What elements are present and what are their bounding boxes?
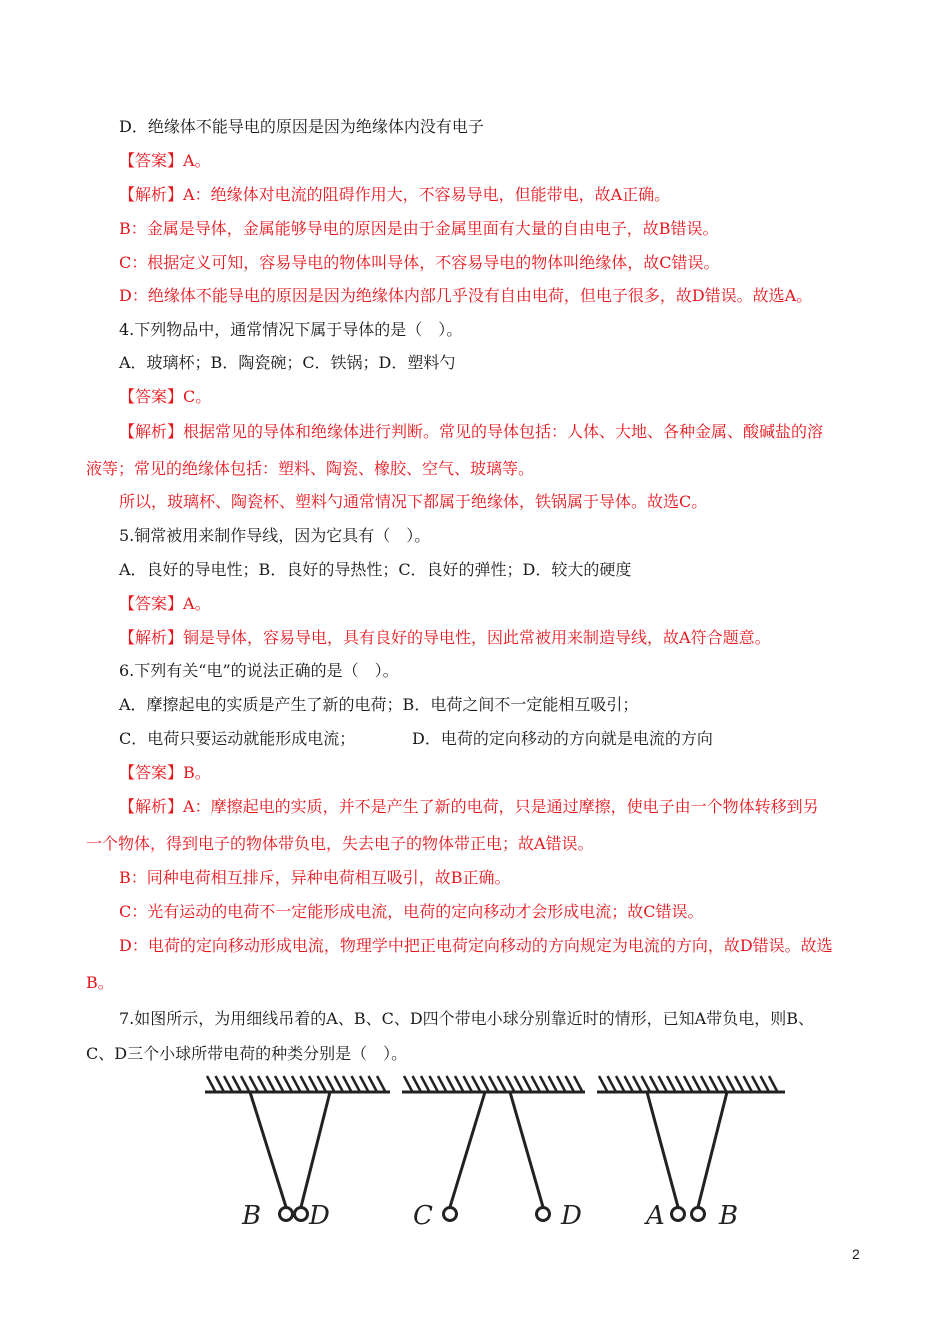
hatch-mark: [498, 1076, 506, 1091]
line-text: B。: [183, 763, 211, 782]
hatch-mark: [447, 1076, 455, 1091]
hatch-mark: [438, 1076, 446, 1091]
thread-a3: [647, 1092, 678, 1207]
line-text: B：金属是导体，金属能够导电的原因是由于金属里面有大量的自由电子，故B错误。: [119, 219, 719, 238]
hatch-mark: [404, 1076, 412, 1091]
line-text: A。: [183, 594, 211, 613]
text-line: [119, 116, 484, 138]
hatch-mark: [659, 1076, 667, 1091]
hatch-mark: [301, 1076, 309, 1091]
line-text: C．电荷只要运动就能形成电流；: [119, 729, 356, 748]
text-line: [119, 386, 211, 408]
hatch-mark: [540, 1076, 548, 1091]
text-line: [119, 627, 771, 649]
text-line: [119, 728, 355, 750]
label-c2: C: [413, 1201, 433, 1231]
hatch-mark: [292, 1076, 300, 1091]
text-line: [119, 1008, 814, 1030]
hatch-mark: [326, 1076, 334, 1091]
hatch-mark: [667, 1076, 675, 1091]
hatch-mark: [633, 1076, 641, 1091]
hatch-mark: [761, 1076, 769, 1091]
text-line: [119, 694, 638, 716]
text-line: [86, 458, 534, 480]
hatch-mark: [224, 1076, 232, 1091]
hatch-mark: [207, 1076, 215, 1091]
line-text: C：根据定义可知，容易导电的物体叫导体，不容易导电的物体叫绝缘体，故C错误。: [119, 253, 720, 272]
text-line: [119, 796, 819, 818]
text-line: [86, 1043, 407, 1065]
ceiling-1: [205, 1076, 390, 1092]
text-line: [119, 901, 704, 923]
text-line: [119, 352, 455, 374]
hatch-mark: [532, 1076, 540, 1091]
label-b1: B: [242, 1201, 262, 1231]
line-text: 4.下列物品中，通常情况下属于导体的是（ ）。: [119, 320, 463, 339]
hatch-mark: [284, 1076, 292, 1091]
hatch-mark: [701, 1076, 709, 1091]
hatch-mark: [735, 1076, 743, 1091]
answer-tag: 【答案】: [119, 763, 184, 782]
hanging-balls-figure: [200, 1070, 790, 1235]
ball-a3: [672, 1208, 685, 1221]
line-text: A．摩擦起电的实质是产生了新的电荷；B．电荷之间不一定能相互吸引；: [119, 695, 639, 714]
hatch-mark: [413, 1076, 421, 1091]
line-text: 液等；常见的绝缘体包括：塑料、陶瓷、橡胶、空气、玻璃等。: [86, 459, 535, 478]
hatch-mark: [574, 1076, 582, 1091]
line-text: C、D三个小球所带电荷的种类分别是（ ）。: [86, 1044, 408, 1063]
answer-tag: 【答案】: [119, 151, 184, 170]
answer-tag: 【答案】: [119, 387, 184, 406]
hatch-mark: [430, 1076, 438, 1091]
hatch-mark: [693, 1076, 701, 1091]
line-text: A。: [183, 151, 211, 170]
ball-c2: [444, 1208, 457, 1221]
answer-tag: 【解析】: [119, 422, 184, 441]
hatch-mark: [318, 1076, 326, 1091]
ceiling-3: [597, 1076, 785, 1092]
text-line: [119, 285, 812, 307]
text-line: [119, 491, 707, 513]
hatch-mark: [377, 1076, 385, 1091]
hatch-mark: [352, 1076, 360, 1091]
text-line: [119, 867, 511, 889]
ball-b3: [692, 1208, 705, 1221]
text-line: [119, 218, 719, 240]
hatch-mark: [727, 1076, 735, 1091]
ball-b1: [280, 1208, 293, 1221]
line-text: 根据常见的导体和绝缘体进行判断。常见的导体包括：人体、大地、各种金属、酸碱盐的溶: [183, 422, 824, 441]
line-text: A．良好的导电性；B．良好的导热性；C．良好的弹性；D．较大的硬度: [119, 560, 632, 579]
hatch-mark: [710, 1076, 718, 1091]
text-line: [412, 728, 713, 750]
line-text: A．玻璃杯；B．陶瓷碗；C．铁锅；D．塑料勺: [119, 353, 456, 372]
hatch-mark: [335, 1076, 343, 1091]
ball-d1: [295, 1208, 308, 1221]
hatch-mark: [360, 1076, 368, 1091]
hatch-mark: [718, 1076, 726, 1091]
line-text: A：摩擦起电的实质，并不是产生了新的电荷，只是通过摩擦，使电子由一个物体转移到另: [183, 797, 819, 816]
label-b3: B: [719, 1201, 739, 1231]
line-text: 一个物体，得到电子的物体带负电，失去电子的物体带正电；故A错误。: [86, 834, 594, 853]
hatch-mark: [275, 1076, 283, 1091]
text-line: [119, 935, 833, 957]
hatch-mark: [241, 1076, 249, 1091]
text-line: [119, 421, 823, 443]
hatch-mark: [233, 1076, 241, 1091]
line-text: B：同种电荷相互排斥，异种电荷相互吸引，故B正确。: [119, 868, 511, 887]
hatch-mark: [343, 1076, 351, 1091]
hatch-mark: [599, 1076, 607, 1091]
line-text: D．绝缘体不能导电的原因是因为绝缘体内没有电子: [119, 117, 484, 136]
hatch-mark: [216, 1076, 224, 1091]
hatch-mark: [481, 1076, 489, 1091]
hatch-mark: [267, 1076, 275, 1091]
hatch-mark: [369, 1076, 377, 1091]
page-number: 2: [852, 1246, 860, 1262]
text-line: [86, 972, 114, 994]
hatch-mark: [515, 1076, 523, 1091]
line-text: C：光有运动的电荷不一定能形成电流，电荷的定向移动才会形成电流；故C错误。: [119, 902, 704, 921]
text-line: [119, 762, 211, 784]
answer-tag: 【解析】: [119, 628, 184, 647]
line-text: 5.铜常被用来制作导线，因为它具有（ ）。: [119, 526, 431, 545]
thread-c2: [450, 1092, 485, 1207]
ball-d2: [537, 1208, 550, 1221]
text-line: [119, 150, 211, 172]
hatch-mark: [506, 1076, 514, 1091]
line-text: A：绝缘体对电流的阻碍作用大，不容易导电，但能带电，故A正确。: [183, 185, 671, 204]
hatch-mark: [676, 1076, 684, 1091]
text-line: [119, 252, 720, 274]
line-text: D：电荷的定向移动形成电流，物理学中把正电荷定向移动的方向规定为电流的方向，故D错误。故选: [119, 936, 833, 955]
hatch-mark: [769, 1076, 777, 1091]
line-text: 6.下列有关“电”的说法正确的是（ ）。: [119, 661, 399, 680]
hatch-mark: [684, 1076, 692, 1091]
hatch-mark: [549, 1076, 557, 1091]
label-d1: D: [309, 1201, 330, 1231]
text-line: [119, 184, 670, 206]
text-line: [119, 660, 399, 682]
hatch-mark: [557, 1076, 565, 1091]
hatch-mark: [258, 1076, 266, 1091]
hatch-mark: [752, 1076, 760, 1091]
hatch-mark: [523, 1076, 531, 1091]
hatch-mark: [250, 1076, 258, 1091]
line-text: B。: [86, 973, 114, 992]
answer-tag: 【解析】: [119, 185, 184, 204]
text-line: [119, 559, 631, 581]
hatch-mark: [309, 1076, 317, 1091]
line-text: 所以，玻璃杯、陶瓷杯、塑料勺通常情况下都属于绝缘体，铁锅属于导体。故选C。: [119, 492, 708, 511]
hatch-mark: [455, 1076, 463, 1091]
thread-d2: [510, 1092, 543, 1207]
label-a3: A: [646, 1201, 665, 1231]
hatch-mark: [421, 1076, 429, 1091]
ceiling-2: [402, 1076, 585, 1092]
line-text: 7.如图所示，为用细线吊着的A、B、C、D四个带电小球分别靠近时的情形，已知A带负电，则B、: [119, 1009, 814, 1028]
hatch-mark: [472, 1076, 480, 1091]
answer-tag: 【答案】: [119, 594, 184, 613]
line-text: D．电荷的定向移动的方向就是电流的方向: [412, 729, 713, 748]
thread-d1: [301, 1092, 330, 1207]
hatch-mark: [489, 1076, 497, 1091]
hatch-mark: [744, 1076, 752, 1091]
thread-b1: [250, 1092, 286, 1207]
hatch-mark: [625, 1076, 633, 1091]
text-line: [119, 319, 462, 341]
line-text: D：绝缘体不能导电的原因是因为绝缘体内部几乎没有自由电荷，但电子很多，故D错误。故选A。: [119, 286, 813, 305]
answer-tag: 【解析】: [119, 797, 184, 816]
line-text: C。: [183, 387, 212, 406]
thread-b3: [698, 1092, 727, 1207]
hatch-mark: [650, 1076, 658, 1091]
hatch-mark: [642, 1076, 650, 1091]
hatch-mark: [616, 1076, 624, 1091]
hatch-mark: [608, 1076, 616, 1091]
hatch-mark: [464, 1076, 472, 1091]
line-text: 铜是导体，容易导电，具有良好的导电性，因此常被用来制造导线，故A符合题意。: [183, 628, 771, 647]
text-line: [119, 525, 430, 547]
text-line: [119, 593, 211, 615]
hatch-mark: [566, 1076, 574, 1091]
label-d2: D: [561, 1201, 582, 1231]
text-line: [86, 833, 594, 855]
